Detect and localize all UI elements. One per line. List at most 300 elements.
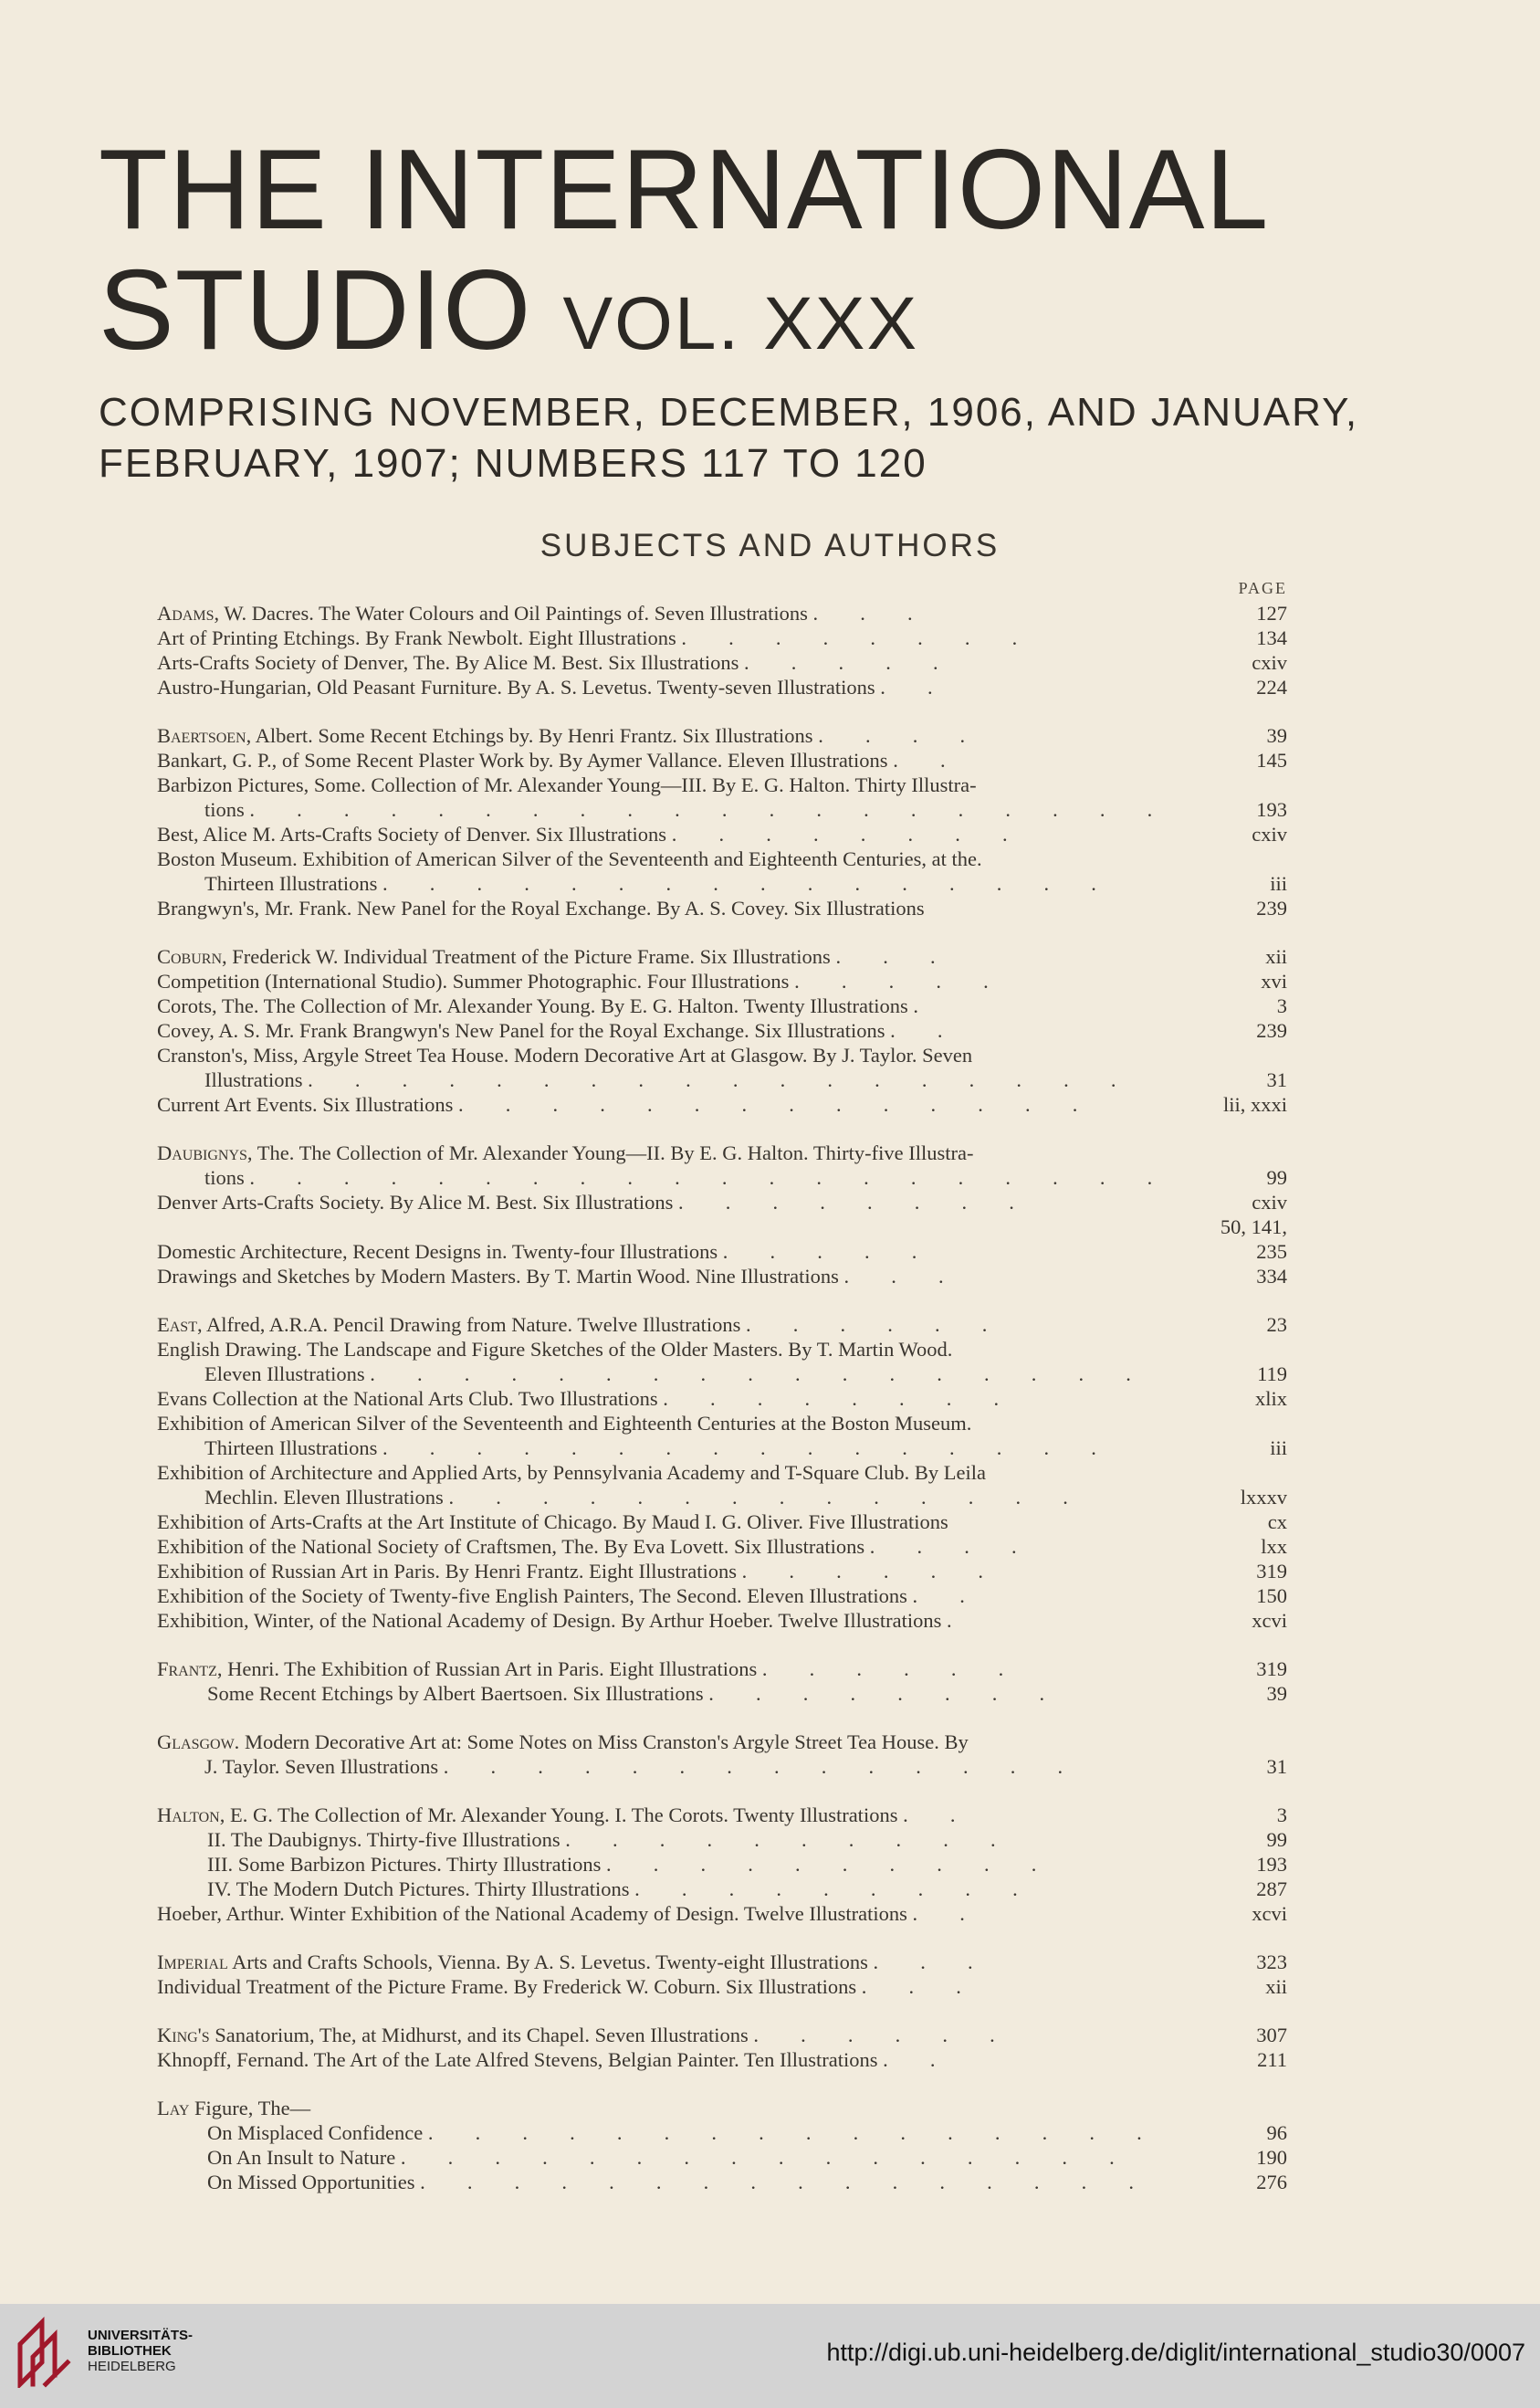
entry-text bbox=[157, 1386, 1196, 1411]
page-number: 307 bbox=[1256, 2024, 1287, 2046]
index-entry bbox=[157, 944, 1287, 969]
index-group bbox=[157, 1141, 1287, 1288]
title-line-1: THE INTERNATIONAL bbox=[99, 127, 1270, 253]
entry-text bbox=[157, 1018, 1196, 1043]
entry-text bbox=[157, 601, 1196, 626]
entry-title bbox=[157, 1313, 740, 1336]
entry-text bbox=[157, 1337, 1196, 1386]
entry-text bbox=[157, 944, 1196, 969]
index-entry bbox=[157, 1509, 1287, 1534]
entry-title bbox=[157, 2097, 310, 2119]
entry-text bbox=[157, 822, 1196, 846]
library-footer bbox=[0, 2304, 1540, 2408]
entry-continuation-text: Eleven Illustrations bbox=[204, 1362, 365, 1385]
leader-dots: . . bbox=[893, 749, 964, 772]
entry-text bbox=[157, 1877, 1196, 1901]
entry-title bbox=[157, 1191, 673, 1214]
entry-text bbox=[157, 1559, 1196, 1583]
leader-dots: . . . . . . . . . . . . . . . . bbox=[382, 1436, 1116, 1459]
leader-dots: . . . . . . . . . . . . . . . . bbox=[420, 2171, 1153, 2193]
entry-body: Drawings and Sketches by Modern Masters. By T. Martin Wood. Nine Illustrations bbox=[157, 1265, 839, 1288]
leader-dots: . . . bbox=[873, 1951, 991, 1973]
entry-title bbox=[157, 2048, 878, 2071]
entry-body: Exhibition, Winter, of the National Academy of Design. By Arthur Hoeber. Twelve Illustrations bbox=[157, 1609, 942, 1632]
entry-continuation-text: J. Taylor. Seven Illustrations bbox=[204, 1755, 439, 1778]
index-group bbox=[157, 1312, 1287, 1633]
entry-body: Exhibition of the National Society of Craftsmen, The. By Eva Lovett. Six Illustrations bbox=[157, 1535, 865, 1558]
entry-title bbox=[157, 2024, 749, 2046]
entry-title bbox=[157, 676, 875, 699]
entry-text bbox=[157, 1608, 1196, 1633]
index-entry bbox=[157, 2170, 1287, 2194]
index-entry bbox=[157, 748, 1287, 773]
leader-dots: . . . bbox=[843, 1265, 962, 1288]
entry-text bbox=[157, 1092, 1196, 1117]
leader-dots: . . . . . . . . . . bbox=[606, 1853, 1055, 1876]
page-number: lii, xxxi bbox=[1222, 1093, 1287, 1116]
entry-continuation bbox=[157, 1485, 1196, 1509]
entry-body: Brangwyn's, Mr. Frank. New Panel for the Royal Exchange. By A. S. Covey. Six Illustrations bbox=[157, 897, 925, 920]
leader-dots: . . . . bbox=[818, 724, 984, 747]
index-entry bbox=[157, 1043, 1287, 1092]
leader-dots: . . . . . . bbox=[746, 1313, 1006, 1336]
library-logo-icon bbox=[15, 2317, 71, 2388]
entry-body: IV. The Modern Dutch Pictures. Thirty Illustrations bbox=[207, 1877, 630, 1900]
page-number: 96 bbox=[1266, 2121, 1287, 2144]
index-entry bbox=[157, 773, 1287, 822]
index-entry bbox=[157, 896, 1287, 920]
entry-body: Exhibition of Russian Art in Paris. By Henri Frantz. Eight Illustrations bbox=[157, 1560, 737, 1583]
entry-body: Current Art Events. Six Illustrations bbox=[157, 1093, 454, 1116]
title-line-2: STUDIO bbox=[99, 247, 532, 373]
index-entry bbox=[157, 2047, 1287, 2072]
entry-title bbox=[157, 1265, 839, 1288]
entry-title bbox=[157, 626, 676, 649]
page-number: cxiv bbox=[1252, 1191, 1287, 1214]
entry-lead-word: Coburn, bbox=[157, 945, 227, 968]
entry-continuation bbox=[157, 1362, 1196, 1386]
page-number: 323 bbox=[1256, 1951, 1287, 1973]
library-name-line-1: UNIVERSITÄTS- bbox=[88, 2328, 194, 2343]
leader-dots: . . . . . . . . bbox=[708, 1682, 1063, 1705]
page-number: iii bbox=[1270, 872, 1287, 895]
entry-text bbox=[157, 1827, 1196, 1852]
index-entry bbox=[157, 1656, 1287, 1681]
entry-body: On Misplaced Confidence bbox=[207, 2121, 424, 2144]
entry-title bbox=[157, 1412, 971, 1435]
leader-dots: . bbox=[947, 1609, 970, 1632]
entry-text bbox=[157, 1239, 1196, 1264]
entry-text bbox=[157, 969, 1196, 994]
leader-dots: . . . . . . . . . . . . . . . . bbox=[382, 872, 1116, 895]
index-entry bbox=[157, 1264, 1287, 1288]
leader-dots: . . . . . . bbox=[761, 1657, 1022, 1680]
leader-dots: . . . . . bbox=[722, 1240, 936, 1263]
entry-body: Best, Alice M. Arts-Crafts Society of Denver. Six Illustrations bbox=[157, 823, 667, 846]
entry-title bbox=[157, 1240, 718, 1263]
index-entry bbox=[157, 1950, 1287, 1974]
entry-text bbox=[157, 1803, 1196, 1827]
page-number: 134 bbox=[1256, 626, 1287, 649]
page-number: 145 bbox=[1256, 749, 1287, 772]
index-entry bbox=[157, 846, 1287, 896]
page-number: xlix bbox=[1254, 1387, 1287, 1410]
entry-body: Covey, A. S. Mr. Frank Brangwyn's New Panel for the Royal Exchange. Six Illustrations bbox=[157, 1019, 885, 1042]
page-number: 190 bbox=[1256, 2146, 1287, 2169]
index-entry bbox=[157, 1827, 1287, 1852]
entry-title bbox=[157, 1902, 907, 1925]
entry-body: W. Dacres. The Water Colours and Oil Paintings of. Seven Illustrations bbox=[219, 602, 808, 625]
entry-continuation-text: Illustrations bbox=[204, 1068, 303, 1091]
entry-title bbox=[157, 1951, 868, 1973]
index-entry bbox=[157, 1608, 1287, 1633]
index-group bbox=[157, 1656, 1287, 1706]
entry-title bbox=[157, 1338, 952, 1361]
page-number: lxx bbox=[1261, 1535, 1287, 1558]
entry-title bbox=[157, 651, 739, 674]
entry-text bbox=[157, 1583, 1196, 1608]
entry-title bbox=[157, 823, 666, 846]
entry-title bbox=[157, 1657, 757, 1680]
index-entry bbox=[157, 969, 1287, 994]
entry-body: Albert. Some Recent Etchings by. By Henri Frantz. Six Illustrations bbox=[251, 724, 813, 747]
entry-lead-word: Glasgow. bbox=[157, 1730, 240, 1753]
page-number: 39 bbox=[1266, 724, 1287, 747]
entry-body: On Missed Opportunities bbox=[207, 2171, 415, 2193]
index-entry bbox=[157, 2023, 1287, 2047]
entry-text bbox=[157, 1312, 1196, 1337]
entry-title bbox=[157, 724, 813, 747]
index-entry bbox=[157, 1803, 1287, 1827]
page-number: xii bbox=[1265, 1975, 1287, 1998]
leader-dots: . . . . . . . . . . bbox=[565, 1828, 1014, 1851]
entry-title bbox=[157, 1093, 453, 1116]
index-entry bbox=[157, 1974, 1287, 1999]
entry-text bbox=[157, 2047, 1196, 2072]
entry-title bbox=[157, 1044, 972, 1067]
page-number: xii bbox=[1265, 945, 1287, 968]
entry-continuation bbox=[157, 1435, 1196, 1460]
page-number: 150 bbox=[1256, 1584, 1287, 1607]
entry-text bbox=[157, 1974, 1196, 1999]
entry-body: Frederick W. Individual Treatment of the Picture Frame. Six Illustrations bbox=[226, 945, 831, 968]
entry-text bbox=[157, 1411, 1196, 1460]
index-entry bbox=[157, 675, 1287, 699]
index-entry bbox=[157, 2145, 1287, 2170]
entry-lead-word: Imperial bbox=[157, 1951, 228, 1973]
entry-body: Some Recent Etchings by Albert Baertsoen. Six Illustrations bbox=[207, 1682, 704, 1705]
leader-dots: . . . . . . . . . bbox=[634, 1877, 1036, 1900]
page-number: 287 bbox=[1256, 1877, 1287, 1900]
entry-lead-word: Daubignys, bbox=[157, 1141, 253, 1164]
entry-text bbox=[157, 675, 1196, 699]
page-number: 119 bbox=[1257, 1362, 1287, 1385]
entry-body: Barbizon Pictures, Some. Collection of Mr. Alexander Young—III. By E. G. Halton. Thirty Illustra- bbox=[157, 773, 977, 796]
entry-title bbox=[207, 1682, 704, 1705]
leader-dots: . . bbox=[912, 1584, 984, 1607]
entry-title bbox=[157, 1141, 973, 1164]
index-group bbox=[157, 1730, 1287, 1779]
entry-title bbox=[157, 602, 808, 625]
page-number: 50, 141, 235 bbox=[1220, 1215, 1287, 1263]
leader-dots: . . . . . . bbox=[753, 2024, 1014, 2046]
entry-title bbox=[207, 2121, 423, 2144]
index-entry bbox=[157, 1559, 1287, 1583]
entry-text bbox=[157, 1190, 1196, 1215]
entry-text bbox=[157, 1509, 1196, 1534]
leader-dots: . . . bbox=[835, 945, 954, 968]
library-name-line-3: HEIDELBERG bbox=[88, 2359, 176, 2374]
entry-title bbox=[157, 847, 982, 870]
page-number: 39 bbox=[1266, 1682, 1287, 1705]
entry-title bbox=[157, 994, 908, 1017]
subtitle-line-2: FEBRUARY, 1907; NUMBERS 117 TO 120 bbox=[99, 441, 927, 486]
index-entry bbox=[157, 1141, 1287, 1190]
entry-title bbox=[157, 773, 977, 796]
entry-title bbox=[157, 897, 925, 920]
page-number: xcvi bbox=[1252, 1609, 1287, 1632]
index-entry bbox=[157, 1877, 1287, 1901]
entry-continuation-text: tions bbox=[204, 798, 245, 821]
leader-dots: . . . . . . . . . . . . . . . . . . . . bbox=[249, 1166, 1171, 1189]
entry-text bbox=[157, 1534, 1196, 1559]
page-number: cx bbox=[1267, 1510, 1287, 1533]
entry-text bbox=[157, 994, 1196, 1018]
entry-body: Exhibition of American Silver of the Seventeenth and Eighteenth Centuries at the Boston Museum. bbox=[157, 1412, 972, 1435]
index-entry bbox=[157, 1730, 1287, 1779]
page-number: 99 bbox=[1266, 1828, 1287, 1851]
library-name bbox=[88, 2328, 193, 2374]
entry-body: On An Insult to Nature bbox=[207, 2146, 396, 2169]
index-group bbox=[157, 1803, 1287, 1926]
leader-dots: . . . . . . . . . . . . . . bbox=[443, 1755, 1082, 1778]
entry-text bbox=[157, 2145, 1196, 2170]
leader-dots: . . . . . . . . bbox=[677, 1191, 1033, 1214]
entry-text bbox=[157, 1681, 1196, 1706]
page-number: xcvi bbox=[1252, 1902, 1287, 1925]
leader-dots: . . . . . . . . . . . . . . bbox=[457, 1093, 1096, 1116]
entry-body: III. Some Barbizon Pictures. Thirty Illustrations bbox=[207, 1853, 602, 1876]
entry-title bbox=[207, 2171, 415, 2193]
entry-lead-word: Frantz, bbox=[157, 1657, 223, 1680]
leader-dots: . . bbox=[912, 1902, 984, 1925]
leader-dots: . . . . . . bbox=[741, 1560, 1002, 1583]
index-entry bbox=[157, 1681, 1287, 1706]
entry-text bbox=[157, 2023, 1196, 2047]
entry-body: Exhibition of Arts-Crafts at the Art Institute of Chicago. By Maud I. G. Oliver. Five Illustrations bbox=[157, 1510, 948, 1533]
entry-body: Henri. The Exhibition of Russian Art in Paris. Eight Illustrations bbox=[222, 1657, 758, 1680]
leader-dots: . . . . . bbox=[794, 970, 1007, 993]
leader-dots: . . bbox=[890, 1019, 961, 1042]
entry-title bbox=[207, 1877, 629, 1900]
entry-body: The. The Collection of Mr. Alexander Young—II. By E. G. Halton. Thirty-five Illustra- bbox=[252, 1141, 974, 1164]
entry-body: Hoeber, Arthur. Winter Exhibition of the National Academy of Design. Twelve Illustrations bbox=[157, 1902, 907, 1925]
index-entry bbox=[157, 1337, 1287, 1386]
issue-coverage bbox=[99, 387, 1358, 489]
entry-title bbox=[157, 1387, 658, 1410]
index-entry bbox=[157, 626, 1287, 650]
entry-body: Arts and Crafts Schools, Vienna. By A. S. Levetus. Twenty-eight Illustrations bbox=[227, 1951, 868, 1973]
entry-body: Boston Museum. Exhibition of American Silver of the Seventeenth and Eighteenth Centuries, at the. bbox=[157, 847, 982, 870]
entry-continuation bbox=[157, 1754, 1196, 1779]
entry-text bbox=[157, 650, 1196, 675]
page-number: 319 bbox=[1256, 1560, 1287, 1583]
index-group bbox=[157, 1950, 1287, 1999]
entry-title bbox=[157, 1535, 864, 1558]
entry-body: Domestic Architecture, Recent Designs in. Twenty-four Illustrations bbox=[157, 1240, 718, 1263]
page-number: 334 bbox=[1256, 1265, 1287, 1288]
entry-continuation bbox=[157, 1067, 1196, 1092]
entry-lead-word: Halton, bbox=[157, 1803, 225, 1826]
entry-body: II. The Daubignys. Thirty-five Illustrations bbox=[207, 1828, 560, 1851]
index-group bbox=[157, 2023, 1287, 2072]
entry-continuation-text: tions bbox=[204, 1166, 245, 1189]
entry-body: Denver Arts-Crafts Society. By Alice M. Best. Six Illustrations bbox=[157, 1191, 674, 1214]
page-number: lxxxv bbox=[1240, 1486, 1287, 1509]
index-entry bbox=[157, 1018, 1287, 1043]
index-entry bbox=[157, 650, 1287, 675]
entry-title bbox=[207, 1853, 601, 1876]
entry-lead-word: Adams, bbox=[157, 602, 220, 625]
leader-dots: . . . . . . . . . . . . . . . . . . . . bbox=[249, 798, 1171, 821]
entry-body: Exhibition of Architecture and Applied Arts, by Pennsylvania Academy and T-Square Club. By Leila bbox=[157, 1461, 986, 1484]
index-entry bbox=[157, 1386, 1287, 1411]
entry-lead-word: East, bbox=[157, 1313, 203, 1336]
entry-body: Austro-Hungarian, Old Peasant Furniture. By A. S. Levetus. Twenty-seven Illustrations bbox=[157, 676, 875, 699]
entry-body: Competition (International Studio). Summer Photographic. Four Illustrations bbox=[157, 970, 790, 993]
page-number: 319 bbox=[1256, 1657, 1287, 1680]
page-number: 193 bbox=[1256, 1853, 1287, 1876]
entry-body: Alfred, A.R.A. Pencil Drawing from Nature. Twelve Illustrations bbox=[202, 1313, 741, 1336]
journal-title bbox=[99, 127, 1270, 253]
entry-title bbox=[157, 1019, 885, 1042]
page-number: 31 bbox=[1266, 1755, 1287, 1778]
section-heading: SUBJECTS AND AUTHORS bbox=[540, 528, 1000, 563]
entry-text bbox=[157, 748, 1196, 773]
subject-author-index bbox=[157, 601, 1287, 2218]
volume-label: VOL. XXX bbox=[562, 282, 919, 365]
index-entry bbox=[157, 601, 1287, 626]
leader-dots: . bbox=[913, 994, 938, 1017]
entry-title bbox=[207, 1828, 560, 1851]
page-number: 99 bbox=[1266, 1166, 1287, 1189]
page-number: 211 bbox=[1257, 2048, 1287, 2071]
entry-text bbox=[157, 1950, 1196, 1974]
entry-text bbox=[157, 2170, 1196, 2194]
index-entry bbox=[157, 1092, 1287, 1117]
leader-dots: . . . . . . . . . . . . . . . . . . bbox=[308, 1068, 1135, 1091]
entry-text bbox=[157, 1852, 1196, 1877]
entry-continuation bbox=[157, 871, 1196, 896]
entry-continuation bbox=[157, 1165, 1196, 1190]
entry-body: Exhibition of the Society of Twenty-five English Painters, The Second. Eleven Illustrations bbox=[157, 1584, 907, 1607]
entry-body: Khnopff, Fernand. The Art of the Late Alfred Stevens, Belgian Painter. Ten Illustrations bbox=[157, 2048, 878, 2071]
entry-body: Arts-Crafts Society of Denver, The. By Alice M. Best. Six Illustrations bbox=[157, 651, 739, 674]
entry-body: Corots, The. The Collection of Mr. Alexander Young. By E. G. Halton. Twenty Illustrations bbox=[157, 994, 908, 1017]
leader-dots: . . . bbox=[812, 602, 931, 625]
index-entry bbox=[157, 1312, 1287, 1337]
index-entry bbox=[157, 1901, 1287, 1926]
entry-continuation-text: Mechlin. Eleven Illustrations bbox=[204, 1486, 444, 1509]
source-url-link[interactable]: http://digi.ub.uni-heidelberg.de/diglit/international_studio30/0007 bbox=[826, 2339, 1525, 2366]
entry-lead-word: Lay bbox=[157, 2097, 190, 2119]
entry-body: Individual Treatment of the Picture Frame. By Frederick W. Coburn. Six Illustrations bbox=[157, 1975, 857, 1998]
entry-title bbox=[157, 749, 888, 772]
index-group bbox=[157, 2096, 1287, 2194]
entry-text bbox=[157, 1460, 1196, 1509]
entry-body: Modern Decorative Art at: Some Notes on Miss Cranston's Argyle Street Tea House. By bbox=[239, 1730, 969, 1753]
entry-body: Sanatorium, The, at Midhurst, and its Chapel. Seven Illustrations bbox=[209, 2024, 749, 2046]
entry-body: Art of Printing Etchings. By Frank Newbolt. Eight Illustrations bbox=[157, 626, 676, 649]
index-entry bbox=[157, 723, 1287, 748]
index-entry bbox=[157, 2096, 1287, 2120]
index-entry bbox=[157, 1215, 1287, 1264]
entry-body: Figure, The— bbox=[189, 2097, 311, 2119]
entry-title bbox=[157, 970, 789, 993]
leader-dots: . . . . . bbox=[743, 651, 957, 674]
leader-dots: . . . . . . . . bbox=[671, 823, 1026, 846]
leader-dots: . . . . . . . . . . . . . . . . bbox=[400, 2146, 1133, 2169]
index-entry bbox=[157, 1534, 1287, 1559]
page-number: xvi bbox=[1261, 970, 1287, 993]
entry-title bbox=[207, 2146, 395, 2169]
entry-text bbox=[157, 1264, 1196, 1288]
journal-title-line-2 bbox=[99, 247, 919, 373]
leader-dots: . . . . . . . . . . . . . . bbox=[448, 1486, 1087, 1509]
page-number: 276 bbox=[1256, 2171, 1287, 2193]
entry-title bbox=[157, 1510, 948, 1533]
leader-dots: . . . . . . . . bbox=[681, 626, 1036, 649]
entry-title bbox=[157, 1609, 941, 1632]
page-number: 193 bbox=[1256, 798, 1287, 821]
entry-continuation-text: Thirteen Illustrations bbox=[204, 872, 378, 895]
page-number: 239 bbox=[1256, 897, 1287, 920]
leader-dots: . . bbox=[903, 1803, 974, 1826]
entry-text bbox=[157, 1043, 1196, 1092]
leader-dots: . . . . . . . . . . . . . . . . . bbox=[370, 1362, 1150, 1385]
entry-text bbox=[157, 773, 1196, 822]
entry-title bbox=[157, 1975, 856, 1998]
entry-text bbox=[157, 626, 1196, 650]
entry-body: Cranston's, Miss, Argyle Street Tea House. Modern Decorative Art at Glasgow. By J. Taylor. Seven bbox=[157, 1044, 973, 1067]
entry-body: English Drawing. The Landscape and Figure Sketches of the Older Masters. By T. Martin Wood. bbox=[157, 1338, 953, 1361]
entry-title bbox=[157, 1803, 897, 1826]
entry-title bbox=[157, 1584, 907, 1607]
page-column-label: PAGE bbox=[1238, 579, 1287, 597]
entry-text bbox=[157, 846, 1196, 896]
index-entry bbox=[157, 1852, 1287, 1877]
page-number: iii bbox=[1270, 1436, 1287, 1459]
index-entry bbox=[157, 2120, 1287, 2145]
entry-body: E. G. The Collection of Mr. Alexander Young. I. The Corots. Twenty Illustrations bbox=[225, 1803, 898, 1826]
page-number: 239 bbox=[1256, 1019, 1287, 1042]
entry-text bbox=[157, 896, 1196, 920]
entry-continuation bbox=[157, 797, 1196, 822]
entry-text bbox=[157, 1656, 1196, 1681]
entry-text bbox=[157, 723, 1196, 748]
page-number: cxiv bbox=[1252, 823, 1287, 846]
entry-lead-word: King's bbox=[157, 2024, 210, 2046]
entry-text bbox=[157, 2096, 1196, 2120]
page-number: 23 bbox=[1266, 1313, 1287, 1336]
leader-dots: . . . . . . . . bbox=[663, 1387, 1018, 1410]
entry-lead-word: Baertsoen, bbox=[157, 724, 252, 747]
index-entry bbox=[157, 1190, 1287, 1215]
page-number: 3 bbox=[1276, 1803, 1287, 1826]
page-number: 31 bbox=[1266, 1068, 1287, 1091]
index-entry bbox=[157, 1583, 1287, 1608]
entry-body: Evans Collection at the National Arts Club. Two Illustrations bbox=[157, 1387, 658, 1410]
